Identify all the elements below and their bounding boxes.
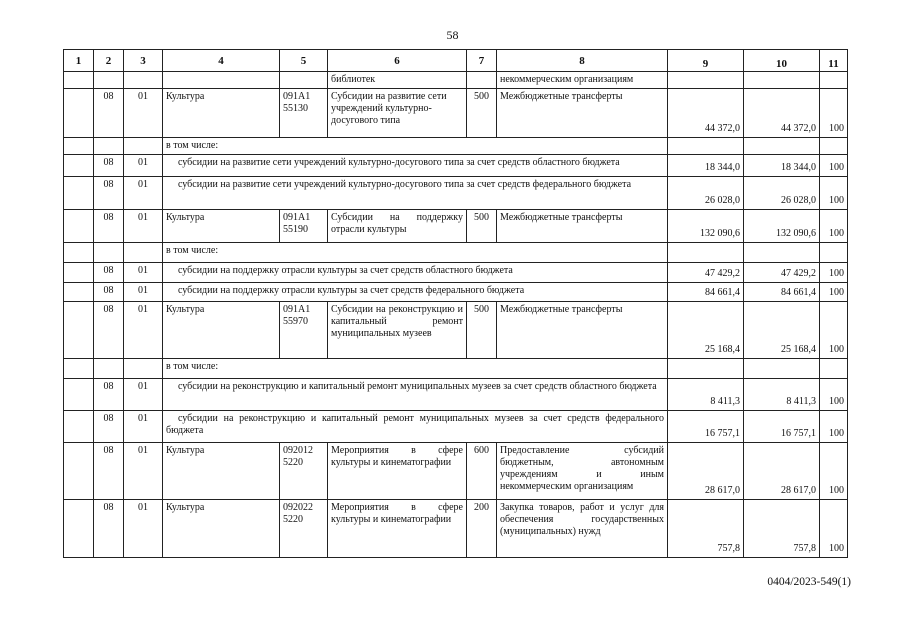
col-header-5: 5	[280, 50, 328, 72]
including-label: в том числе:	[163, 243, 668, 263]
row-section-cell: 08	[94, 155, 124, 177]
row-subsection-cell: 01	[124, 177, 163, 210]
row-section-cell: 08	[94, 263, 124, 283]
col-header-6: 6	[328, 50, 467, 72]
row-subsection-cell: 01	[124, 155, 163, 177]
row-expense-type-cell: Закупка товаров, работ и услуг для обеспечения государственных (муниципальных) нужд	[497, 500, 668, 558]
row-amount-planned-cell: 16 757,1	[668, 411, 744, 443]
row-amount-executed-cell: 44 372,0	[744, 89, 820, 138]
row-amount-planned-cell: 47 429,2	[668, 263, 744, 283]
row-amount-executed-cell: 28 617,0	[744, 443, 820, 500]
row-code-cell: 091А1 55190	[280, 210, 328, 243]
row-subsidy-description: субсидии на развитие сети учреждений культурно-досугового типа за счет средств федерального бюджета	[163, 177, 668, 210]
row-percent-cell: 100	[820, 263, 848, 283]
row-category-cell: Культура	[163, 443, 280, 500]
page-number: 58	[446, 28, 459, 42]
row-amount-planned-cell: 132 090,6	[668, 210, 744, 243]
table-row	[64, 263, 848, 283]
header-row	[64, 50, 848, 72]
row-subsection-cell: 01	[124, 411, 163, 443]
row-percent-cell: 100	[820, 411, 848, 443]
col-header-2: 2	[94, 50, 124, 72]
row-amount-planned-cell: 26 028,0	[668, 177, 744, 210]
table-row	[64, 243, 848, 263]
col-header-1: 1	[64, 50, 94, 72]
row-amount-planned-cell: 8 411,3	[668, 379, 744, 411]
row-amount-executed-cell: 18 344,0	[744, 155, 820, 177]
row-subsection-cell: 01	[124, 379, 163, 411]
col-header-7: 7	[467, 50, 497, 72]
row-section-cell: 08	[94, 210, 124, 243]
row-subsidy-description: субсидии на реконструкцию и капитальный ремонт муниципальных музеев за счет средств федерального бюджета	[163, 411, 668, 443]
row-purpose-cell: библиотек	[328, 72, 467, 89]
row-percent-cell: 100	[820, 500, 848, 558]
row-type-code-cell: 600	[467, 443, 497, 500]
row-amount-executed-cell: 8 411,3	[744, 379, 820, 411]
including-label: в том числе:	[163, 359, 668, 379]
table-row	[64, 138, 848, 155]
row-amount-executed-cell: 132 090,6	[744, 210, 820, 243]
table-row	[64, 210, 848, 243]
row-section-cell: 08	[94, 283, 124, 302]
row-percent-cell: 100	[820, 443, 848, 500]
document-code: 0404/2023-549(1)	[767, 576, 851, 588]
row-code-cell: 092012 5220	[280, 443, 328, 500]
row-expense-type-cell: Предоставление субсидий бюджетным, автономным учреждениям и иным некоммерческим организациям	[497, 443, 668, 500]
table-row	[64, 359, 848, 379]
row-subsection-cell: 01	[124, 500, 163, 558]
table-row	[64, 411, 848, 443]
col-header-8: 8	[497, 50, 668, 72]
row-category-cell: Культура	[163, 210, 280, 243]
table-row	[64, 379, 848, 411]
row-category-cell: Культура	[163, 302, 280, 359]
table-row	[64, 72, 848, 89]
row-type-code-cell: 500	[467, 302, 497, 359]
row-expense-type-cell: некоммерческим организациям	[497, 72, 668, 89]
row-section-cell: 08	[94, 500, 124, 558]
table-row	[64, 302, 848, 359]
row-subsection-cell: 01	[124, 89, 163, 138]
row-amount-planned-cell: 25 168,4	[668, 302, 744, 359]
table-row	[64, 177, 848, 210]
col-header-10: 10	[744, 50, 820, 72]
row-subsection-cell: 01	[124, 302, 163, 359]
row-section-cell: 08	[94, 302, 124, 359]
row-amount-planned-cell: 44 372,0	[668, 89, 744, 138]
row-section-cell: 08	[94, 89, 124, 138]
row-expense-type-cell: Межбюджетные трансферты	[497, 89, 668, 138]
budget-table	[63, 49, 848, 558]
table-row	[64, 283, 848, 302]
col-header-3: 3	[124, 50, 163, 72]
row-code-cell: 091А1 55130	[280, 89, 328, 138]
row-amount-executed-cell: 26 028,0	[744, 177, 820, 210]
row-purpose-cell: Субсидии на развитие сети учреждений культурно-досугового типа	[328, 89, 467, 138]
table-row	[64, 89, 848, 138]
row-expense-type-cell: Межбюджетные трансферты	[497, 302, 668, 359]
row-amount-executed-cell: 47 429,2	[744, 263, 820, 283]
row-section-cell: 08	[94, 379, 124, 411]
row-subsection-cell: 01	[124, 263, 163, 283]
row-percent-cell: 100	[820, 177, 848, 210]
row-subsidy-description: субсидии на поддержку отрасли культуры за счет средств федерального бюджета	[163, 283, 668, 302]
table-row	[64, 443, 848, 500]
table-row	[64, 500, 848, 558]
row-purpose-cell: Субсидии на реконструкцию и капитальный ремонт муниципальных музеев	[328, 302, 467, 359]
row-percent-cell: 100	[820, 210, 848, 243]
row-percent-cell: 100	[820, 283, 848, 302]
row-subsection-cell: 01	[124, 443, 163, 500]
row-expense-type-cell: Межбюджетные трансферты	[497, 210, 668, 243]
col-header-11: 11	[820, 50, 848, 72]
row-code-cell: 092022 5220	[280, 500, 328, 558]
row-percent-cell: 100	[820, 379, 848, 411]
row-section-cell: 08	[94, 443, 124, 500]
row-amount-executed-cell: 757,8	[744, 500, 820, 558]
row-subsidy-description: субсидии на поддержку отрасли культуры за счет средств областного бюджета	[163, 263, 668, 283]
row-type-code-cell: 500	[467, 210, 497, 243]
row-subsidy-description: субсидии на развитие сети учреждений культурно-досугового типа за счет средств областного бюджета	[163, 155, 668, 177]
row-subsection-cell: 01	[124, 210, 163, 243]
row-percent-cell: 100	[820, 155, 848, 177]
row-purpose-cell: Мероприятия в сфере культуры и кинематографии	[328, 443, 467, 500]
row-subsection-cell: 01	[124, 283, 163, 302]
row-amount-executed-cell: 84 661,4	[744, 283, 820, 302]
row-subsidy-description: субсидии на реконструкцию и капитальный ремонт муниципальных музеев за счет средств областного бюджета	[163, 379, 668, 411]
including-label: в том числе:	[163, 138, 668, 155]
col-header-9: 9	[668, 50, 744, 72]
row-section-cell: 08	[94, 177, 124, 210]
row-purpose-cell: Мероприятия в сфере культуры и кинематографии	[328, 500, 467, 558]
row-amount-planned-cell: 757,8	[668, 500, 744, 558]
row-amount-executed-cell: 25 168,4	[744, 302, 820, 359]
row-amount-planned-cell: 84 661,4	[668, 283, 744, 302]
row-category-cell: Культура	[163, 500, 280, 558]
row-purpose-cell: Субсидии на поддержку отрасли культуры	[328, 210, 467, 243]
table-row	[64, 155, 848, 177]
row-code-cell: 091А1 55970	[280, 302, 328, 359]
row-percent-cell: 100	[820, 302, 848, 359]
row-type-code-cell: 200	[467, 500, 497, 558]
col-header-4: 4	[163, 50, 280, 72]
row-amount-planned-cell: 18 344,0	[668, 155, 744, 177]
row-percent-cell: 100	[820, 89, 848, 138]
row-category-cell: Культура	[163, 89, 280, 138]
row-type-code-cell: 500	[467, 89, 497, 138]
row-amount-executed-cell: 16 757,1	[744, 411, 820, 443]
row-amount-planned-cell: 28 617,0	[668, 443, 744, 500]
row-section-cell: 08	[94, 411, 124, 443]
